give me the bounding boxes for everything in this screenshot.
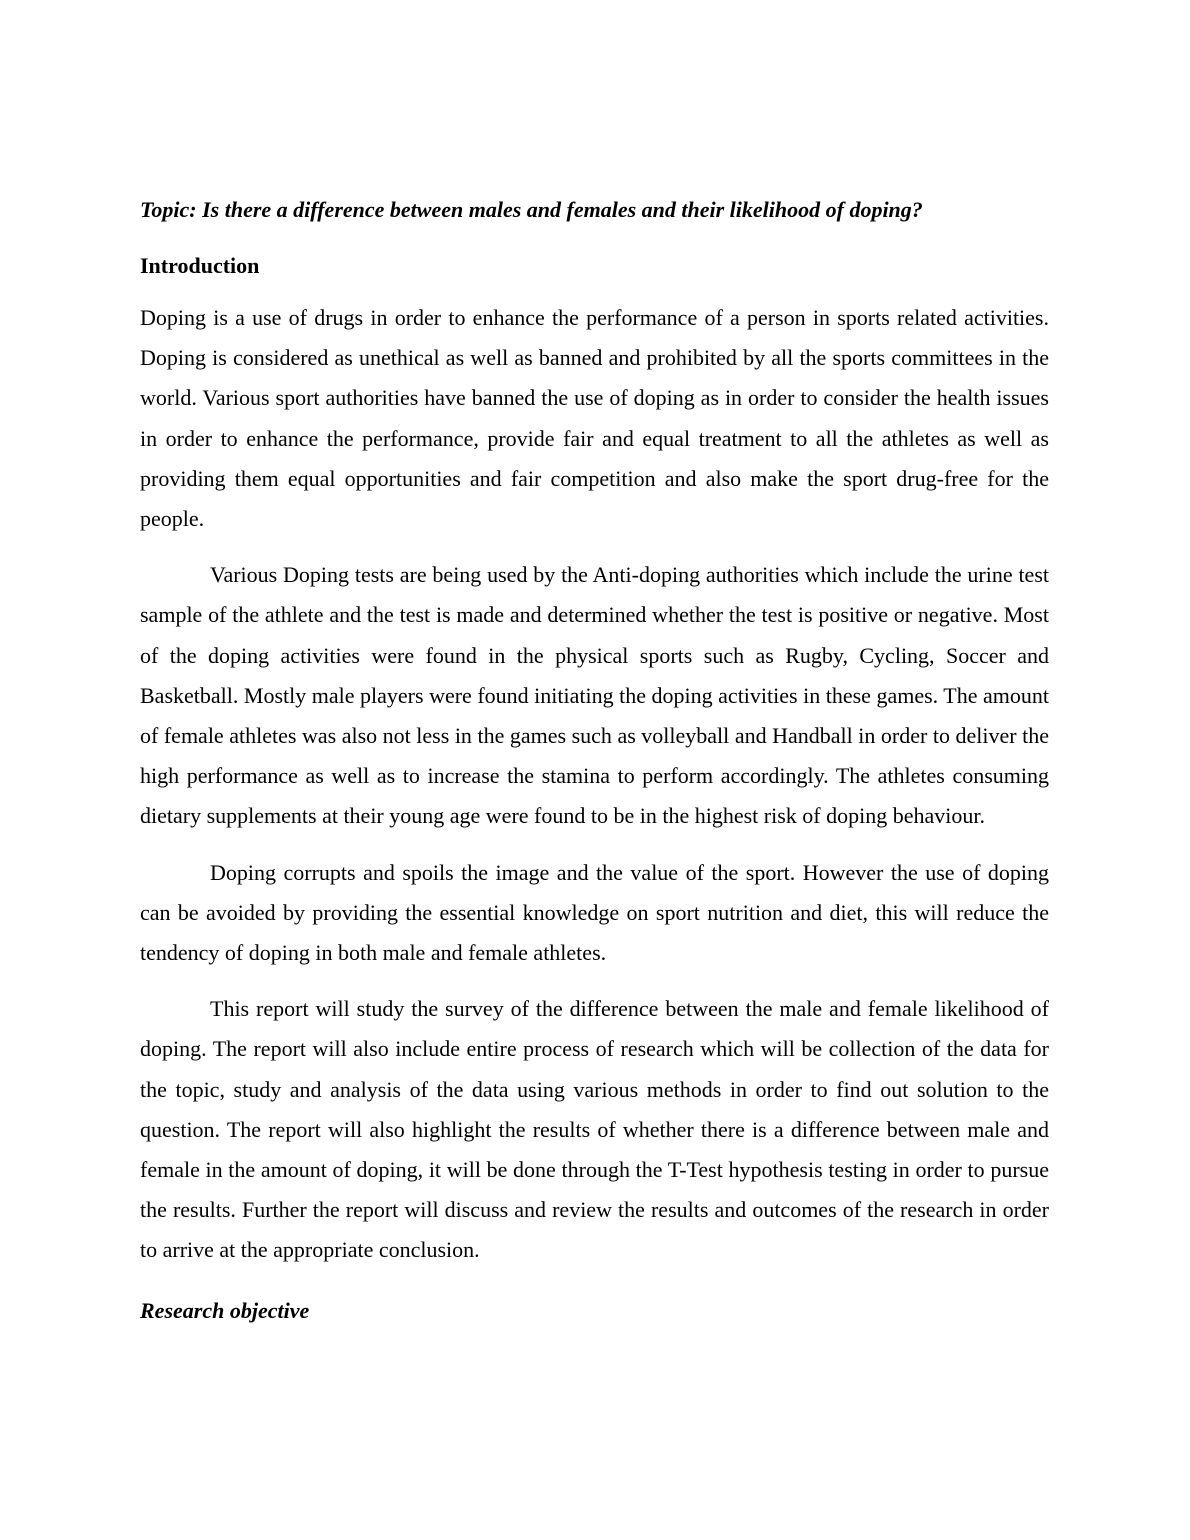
topic-title: Topic: Is there a difference between males and females and their likelihood of doping? bbox=[140, 197, 923, 222]
intro-paragraph-2: Various Doping tests are being used by the Anti-doping authorities which include the urine test sample of the athlete and the test is made and determined whether the test is positive or negative. Most of the doping activities were found in the physical sports such as Rugby, Cycling, Soccer and Basketball. Mostly male players were found initiating the doping activities in these games. The amount of female athletes was also not less in the games such as volleyball and Handball in order to deliver the high performance as well as to increase the stamina to perform accordingly. The athletes consuming dietary supplements at their young age were found to be in the highest risk of doping behaviour. bbox=[140, 562, 1049, 829]
document-page bbox=[140, 194, 1049, 1327]
intro-paragraph-1: Doping is a use of drugs in order to enhance the performance of a person in sports related activities. Doping is considered as unethical as well as banned and prohibited by all the sports committees in the world. Various sport authorities have banned the use of doping as in order to consider the health issues in order to enhance the performance, provide fair and equal treatment to all the athletes as well as providing them equal opportunities and fair competition and also make the sport drug-free for the people. bbox=[140, 305, 1049, 532]
introduction-heading: Introduction bbox=[140, 253, 260, 278]
intro-paragraph-3: Doping corrupts and spoils the image and the value of the sport. However the use of doping can be avoided by providing the essential knowledge on sport nutrition and diet, this will reduce the tendency of doping in both male and female athletes. bbox=[140, 859, 1049, 966]
intro-paragraph-4: This report will study the survey of the difference between the male and female likelihood of doping. The report will also include entire process of research which will be collection of the data for the topic, study and analysis of the data using various methods in order to find out solution to the question. The report will also highlight the results of whether there is a difference between male and female in the amount of doping, it will be done through the T-Test hypothesis testing in order to pursue the results. Further the report will discuss and review the results and outcomes of the research in order to arrive at the appropriate conclusion. bbox=[140, 996, 1049, 1263]
research-objective-heading: Research objective bbox=[140, 1297, 310, 1323]
